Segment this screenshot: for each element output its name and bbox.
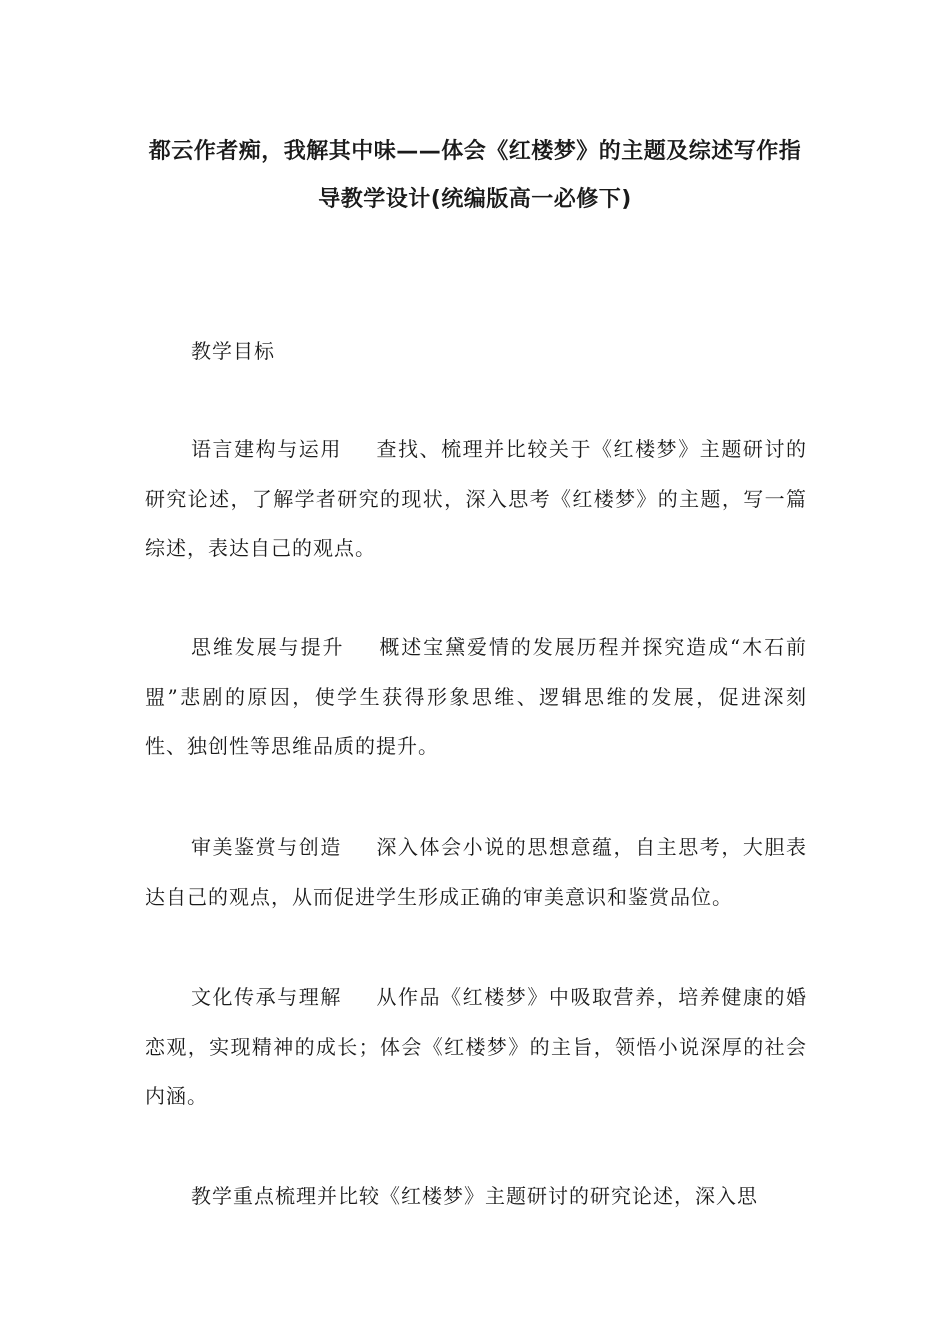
objective-label: 思维发展与提升 <box>191 635 345 659</box>
key-point-paragraph: 教学重点梳理并比较《红楼梦》主题研讨的研究论述，深入思 <box>191 1184 758 1208</box>
objective-paragraph-culture <box>145 973 807 1122</box>
objective-text: 深入体会小说的思想意蕴，自主思考，大胆表达自己的观点，从而促进学生形成正确的审美意识和鉴赏品位。 <box>145 835 808 909</box>
objective-label: 文化传承与理解 <box>191 985 342 1009</box>
document-title: 都云作者痴，我解其中味——体会《红楼梦》的主题及综述写作指导教学设计(统编版高一必修下) <box>148 139 802 212</box>
objective-label: 审美鉴赏与创造 <box>191 835 342 859</box>
objective-label: 语言建构与运用 <box>191 437 342 461</box>
section-heading: 教学目标 <box>191 339 275 363</box>
objective-paragraph-thinking <box>145 623 807 772</box>
objective-text: 查找、梳理并比较关于《红楼梦》主题研讨的研究论述，了解学者研究的现状，深入思考《红楼梦》的主题，写一篇综述，表达自己的观点。 <box>145 437 808 560</box>
objective-paragraph-aesthetics <box>145 823 807 922</box>
objective-text: 概述宝黛爱情的发展历程并探究造成“木石前盟”悲剧的原因，使学生获得形象思维、逻辑思维的发展，促进深刻性、独创性等思维品质的提升。 <box>145 635 807 758</box>
objective-paragraph-language <box>145 425 807 574</box>
objective-text: 从作品《红楼梦》中吸取营养，培养健康的婚恋观，实现精神的成长；体会《红楼梦》的主旨，领悟小说深厚的社会内涵。 <box>145 985 808 1108</box>
